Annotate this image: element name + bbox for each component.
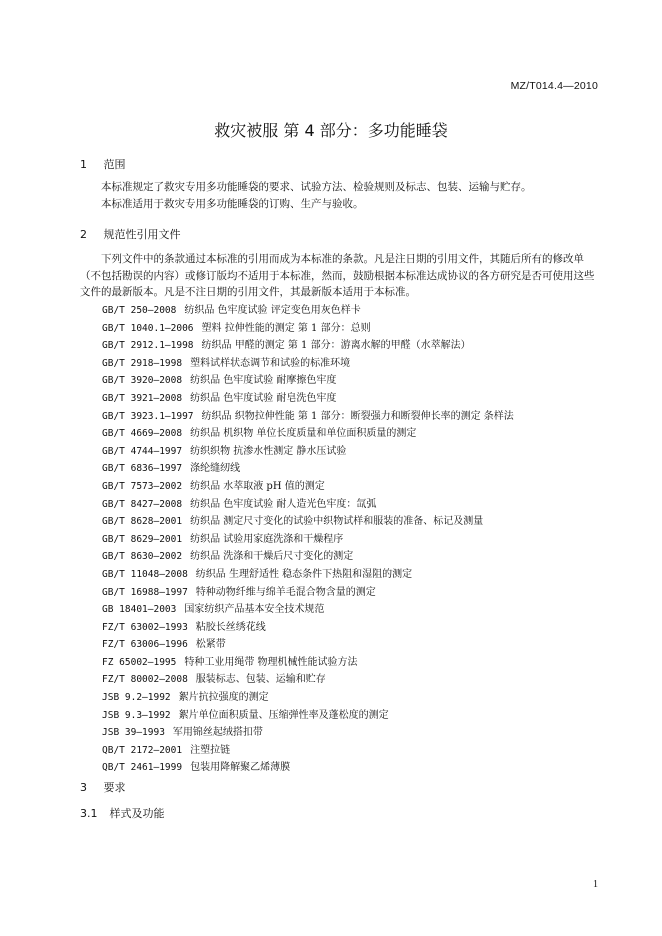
reference-code: GB/T 2912.1—1998 [102, 340, 194, 352]
reference-code: GB/T 4669—2008 [102, 428, 183, 440]
reference-item [102, 584, 514, 602]
reference-item [102, 390, 514, 408]
scope-paragraph [80, 179, 600, 212]
reference-code: JSB 39—1993 [102, 727, 165, 739]
reference-item [102, 320, 514, 338]
reference-title: 纺织品 织物拉伸性能 第 1 部分：断裂强力和断裂伸长率的测定 条样法 [201, 410, 514, 422]
reference-code: GB 18401—2003 [102, 604, 177, 616]
section-title: 要求 [103, 781, 126, 794]
section-number: 2 [80, 228, 87, 241]
reference-title: 纺织品 测定尺寸变化的试验中织物试样和服装的准备、标记及测量 [190, 516, 484, 528]
reference-title: 纺织品 色牢度试验 耐皂洗色牢度 [190, 392, 337, 404]
reference-item [102, 478, 514, 496]
reference-item [102, 724, 514, 742]
reference-title: 纺织品 生理舒适性 稳态条件下热阻和湿阻的测定 [195, 568, 413, 580]
reference-item [102, 513, 514, 531]
reference-title: 纺织品 机织物 单位长度质量和单位面积质量的测定 [190, 428, 417, 440]
scope-text-2: 本标准适用于救灾专用多功能睡袋的订购、生产与验收。 [101, 197, 364, 210]
reference-title: 纺织品 甲醛的测定 第 1 部分：游离水解的甲醛（水萃解法） [201, 340, 471, 352]
references-intro [80, 251, 600, 301]
reference-item [102, 707, 514, 725]
reference-code: GB/T 8629—2001 [102, 533, 183, 545]
section-title: 规范性引用文件 [103, 228, 181, 241]
document-title: 救灾被服 第 4 部分：多功能睡袋 [214, 121, 448, 140]
reference-title: 包装用降解聚乙烯薄膜 [190, 762, 291, 774]
reference-title: 注塑拉链 [190, 744, 231, 756]
reference-title: 涤纶缝纫线 [190, 463, 241, 475]
reference-code: GB/T 3920—2008 [102, 375, 183, 387]
reference-code: GB/T 250—2008 [102, 305, 177, 316]
reference-title: 纺织品 色牢度试验 耐摩擦色牢度 [190, 375, 337, 387]
reference-title: 纺织品 色牢度试验 评定变色用灰色样卡 [184, 305, 361, 316]
reference-code: FZ/T 63002—1993 [102, 621, 188, 633]
reference-item [102, 566, 514, 584]
reference-title: 军用锦丝起绒搭扣带 [172, 727, 263, 739]
reference-code: GB/T 8630—2002 [102, 551, 183, 563]
reference-code: JSB 9.3—1992 [102, 709, 171, 721]
section-2-heading [80, 226, 181, 242]
reference-title: 特种动物纤维与绵羊毛混合物含量的测定 [195, 586, 376, 598]
reference-list [102, 302, 514, 777]
section-title: 样式及功能 [109, 807, 165, 820]
reference-code: FZ/T 80002—2008 [102, 674, 188, 686]
reference-item [102, 689, 514, 707]
section-number: 3.1 [80, 807, 98, 820]
reference-title: 絮片单位面积质量、压缩弹性率及蓬松度的测定 [178, 709, 389, 721]
reference-title: 纺织品 色牢度试验 耐人造光色牢度：氙弧 [190, 498, 377, 510]
reference-item [102, 372, 514, 390]
reference-item [102, 636, 514, 654]
reference-code: GB/T 8427—2008 [102, 498, 183, 510]
reference-title: 国家纺织产品基本安全技术规范 [184, 604, 325, 616]
reference-item [102, 425, 514, 443]
reference-item [102, 460, 514, 478]
scope-text-1: 本标准规定了救灾专用多功能睡袋的要求、试验方法、检验规则及标志、包装、运输与贮存。 [101, 181, 532, 193]
reference-code: QB/T 2461—1999 [102, 762, 183, 774]
reference-code: FZ/T 63006—1996 [102, 639, 188, 651]
reference-title: 塑料 拉伸性能的测定 第 1 部分：总则 [201, 322, 371, 334]
reference-item [102, 654, 514, 672]
reference-item [102, 548, 514, 566]
reference-title: 特种工业用绳带 物理机械性能试验方法 [184, 656, 358, 668]
reference-code: FZ 65002—1995 [102, 656, 177, 668]
reference-code: GB/T 8628—2001 [102, 516, 183, 528]
reference-item [102, 759, 514, 777]
section-number: 3 [80, 781, 87, 794]
reference-item [102, 302, 514, 320]
reference-code: GB/T 4744—1997 [102, 445, 183, 457]
reference-code: JSB 9.2—1992 [102, 692, 171, 704]
reference-item [102, 408, 514, 426]
section-title: 范围 [103, 158, 126, 171]
reference-code: GB/T 3921—2008 [102, 392, 183, 404]
reference-code: GB/T 16988—1997 [102, 586, 188, 598]
reference-item [102, 443, 514, 461]
reference-code: QB/T 2172—2001 [102, 744, 183, 756]
reference-code: GB/T 11048—2008 [102, 568, 188, 580]
section-3-1-heading [80, 805, 165, 821]
section-number: 1 [80, 158, 87, 171]
reference-title: 絮片抗拉强度的测定 [178, 692, 269, 704]
reference-code: GB/T 1040.1—2006 [102, 322, 194, 334]
reference-title: 纺织品 试验用家庭洗涤和干燥程序 [190, 533, 344, 545]
reference-title: 纺织品 水萃取液 pH 值的测定 [190, 480, 325, 492]
reference-code: GB/T 7573—2002 [102, 480, 183, 492]
reference-title: 塑料试样状态调节和试验的标准环境 [190, 357, 351, 369]
section-1-heading [80, 156, 126, 172]
page-number: 1 [593, 879, 598, 890]
reference-title: 松紧带 [195, 639, 226, 651]
reference-item [102, 671, 514, 689]
reference-item [102, 531, 514, 549]
reference-item [102, 742, 514, 760]
standard-code: MZ/T014.4—2010 [510, 80, 598, 92]
reference-title: 服装标志、包装、运输和贮存 [195, 674, 326, 686]
reference-title: 纺织织物 抗渗水性测定 静水压试验 [190, 445, 347, 457]
reference-item [102, 496, 514, 514]
reference-code: GB/T 3923.1—1997 [102, 410, 194, 422]
reference-item [102, 355, 514, 373]
references-intro-text: 下列文件中的条款通过本标准的引用而成为本标准的条款。凡是注日期的引用文件，其随后所有的修改单（不包括勘误的内容）或修订版均不适用于本标准，然而，鼓励根据本标准达成协议的各方研究是否可使用这些文件的最新版本。凡是不注日期的引用文件，其最新版本适用于本标准。 [80, 253, 595, 298]
reference-item [102, 337, 514, 355]
reference-code: GB/T 6836—1997 [102, 463, 183, 475]
reference-title: 粘胶长丝绣花线 [195, 621, 266, 633]
reference-code: GB/T 2918—1998 [102, 357, 183, 369]
section-3-heading [80, 779, 126, 795]
reference-item [102, 601, 514, 619]
reference-title: 纺织品 洗涤和干燥后尺寸变化的测定 [190, 551, 354, 563]
reference-item [102, 619, 514, 637]
